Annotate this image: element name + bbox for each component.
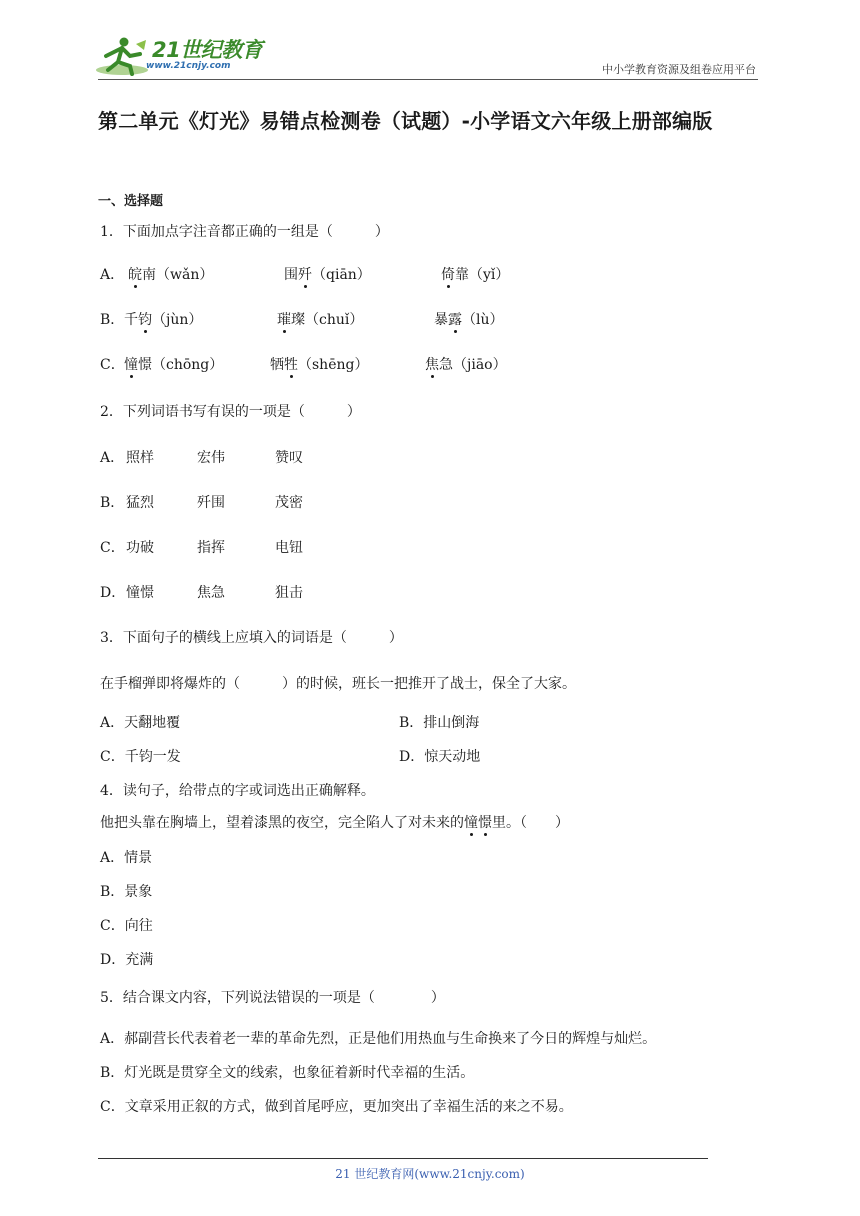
q2-option-b-word2: 歼围	[197, 495, 225, 511]
document-title: 第二单元《灯光》易错点检测卷（试题）-小学语文六年级上册部编版	[98, 109, 713, 133]
runner-logo-icon	[92, 34, 150, 78]
logo-text: 21世纪教育	[152, 38, 263, 62]
q1-option-c-item2: 牺牲（shēng）	[270, 357, 369, 373]
question-3-sentence: 在手榴弹即将爆炸的（ ）的时候，班长一把推开了战士，保全了大家。	[100, 676, 576, 692]
question-3-stem: 3．下面句子的横线上应填入的词语是（ ）	[100, 630, 403, 646]
q2-option-d-label: D．	[100, 585, 126, 601]
q3-option-c: C．千钧一发	[100, 749, 181, 765]
header-platform-text: 中小学教育资源及组卷应用平台	[602, 63, 756, 76]
question-4-sentence: 他把头靠在胸墙上，望着漆黑的夜空，完全陷人了对未来的憧憬里。（ ）	[100, 815, 569, 831]
section-heading: 一、选择题	[98, 194, 164, 209]
q4-option-c: C．向往	[100, 918, 153, 934]
q5-option-a: A．郝副营长代表着老一辈的革命先烈，正是他们用热血与生命换来了今日的辉煌与灿烂。	[100, 1031, 657, 1047]
q2-option-a-label: A．	[100, 450, 125, 466]
q1-option-c-item3: 焦急（jiāo）	[425, 357, 507, 373]
q3-option-d: D．惊天动地	[399, 749, 481, 765]
question-5-stem: 5．结合课文内容，下列说法错误的一项是（ ）	[100, 990, 445, 1006]
q5-option-b: B．灯光既是贯穿全文的线索，也象征着新时代幸福的生活。	[100, 1065, 475, 1081]
q2-option-b-label: B．	[100, 495, 125, 511]
q3-option-b: B．排山倒海	[399, 715, 480, 731]
q1-option-a-item2: 围歼（qiān）	[284, 267, 371, 283]
header-divider	[98, 79, 758, 80]
q1-option-b-item3: 暴露（lù）	[434, 312, 504, 328]
q1-option-c-item1: 憧憬（chōng）	[124, 357, 224, 373]
footer-divider	[98, 1158, 708, 1159]
site-logo	[92, 34, 262, 78]
q2-option-c-word1: 功破	[126, 540, 154, 556]
q2-option-d-word3: 狙击	[275, 585, 303, 601]
q2-option-a-word2: 宏伟	[197, 450, 225, 466]
q2-option-b-word3: 茂密	[275, 495, 303, 511]
q4-option-a: A．情景	[100, 850, 153, 866]
logo-url: www.21cnjy.com	[146, 61, 231, 71]
q4-option-b: B．景象	[100, 884, 153, 900]
q2-option-c-label: C．	[100, 540, 125, 556]
q3-option-a: A．天翻地覆	[100, 715, 181, 731]
q5-option-c: C．文章采用正叙的方式，做到首尾呼应，更加突出了幸福生活的来之不易。	[100, 1099, 573, 1115]
q1-option-b-item2: 璀璨（chuǐ）	[277, 312, 364, 328]
question-2-stem: 2．下列词语书写有误的一项是（ ）	[100, 404, 361, 420]
q1-option-a-item1: 皖南（wǎn）	[128, 267, 214, 283]
question-1-stem: 1．下面加点字注音都正确的一组是（ ）	[100, 224, 389, 240]
q4-option-d: D．充满	[100, 952, 154, 968]
footer-text: 21 世纪教育网(www.21cnjy.com)	[335, 1167, 525, 1181]
q2-option-d-word1: 憧憬	[126, 585, 154, 601]
q2-option-a-word3: 赞叹	[275, 450, 303, 466]
q2-option-b-word1: 猛烈	[126, 495, 154, 511]
q1-option-a-label: A．	[100, 267, 125, 283]
q2-option-c-word3: 电钮	[275, 540, 303, 556]
q1-option-b-label: B．	[100, 312, 125, 328]
q2-option-d-word2: 焦急	[197, 585, 225, 601]
q1-option-a-item3: 倚靠（yǐ）	[441, 267, 510, 283]
question-4-stem: 4．读句子，给带点的字或词选出正确解释。	[100, 783, 375, 799]
q1-option-b-item1: 千钧（jùn）	[124, 312, 203, 328]
q1-option-c-label: C．	[100, 357, 125, 373]
q2-option-a-word1: 照样	[126, 450, 154, 466]
q2-option-c-word2: 指挥	[197, 540, 225, 556]
